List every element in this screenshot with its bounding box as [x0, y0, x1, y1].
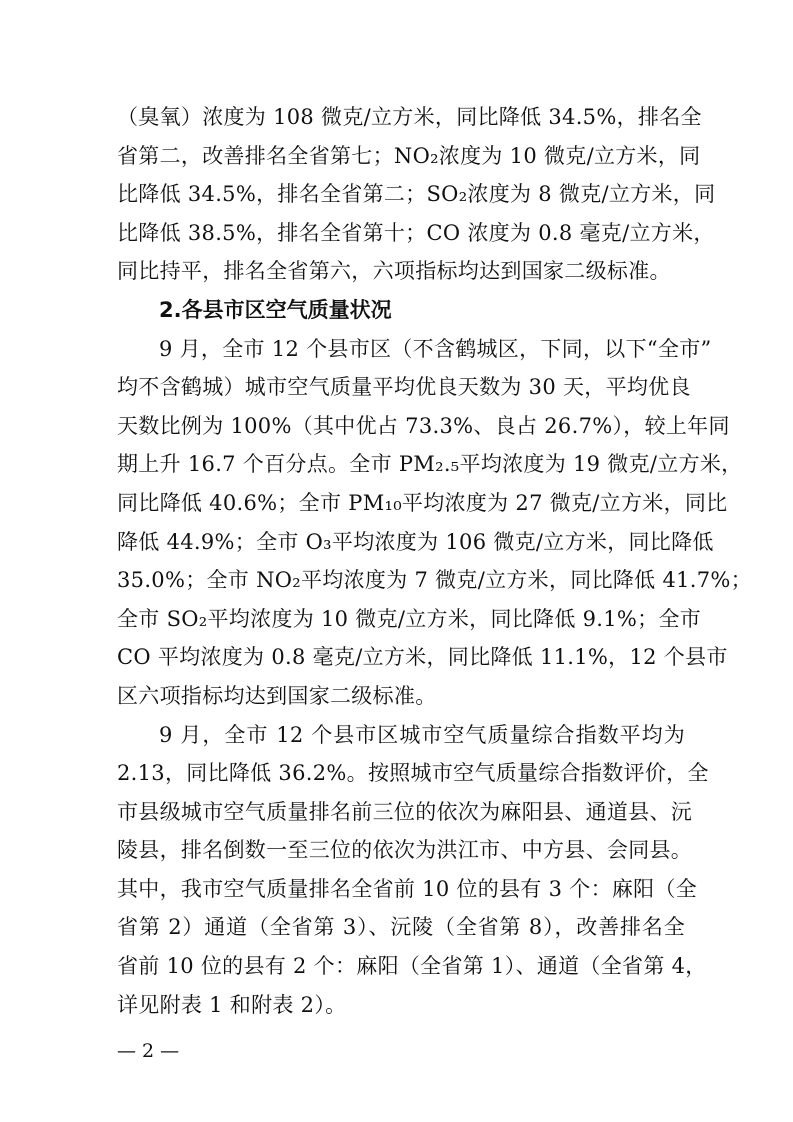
paragraph-line: 均不含鹤城）城市空气质量平均优良天数为 30 天，平均优良 — [117, 375, 691, 400]
page-number: — 2 — — [117, 1040, 180, 1062]
section-heading: 2.各县市区空气质量状况 — [159, 297, 392, 322]
paragraph-line: 2.13，同比降低 36.2%。按照城市空气质量综合指数评价，全 — [117, 761, 709, 786]
paragraph-line: 比降低 34.5%，排名全省第二；SO₂浓度为 8 微克/立方米，同 — [117, 182, 716, 207]
paragraph-line: 同比降低 40.6%；全市 PM₁₀平均浓度为 27 微克/立方米，同比 — [117, 490, 728, 515]
paragraph-composite-index — [117, 716, 709, 1025]
paragraph-line: 期上升 16.7 个百分点。全市 PM₂.₅平均浓度为 19 微克/立方米， — [117, 452, 743, 477]
paragraph-line: （臭氧）浓度为 108 微克/立方米，同比降低 34.5%，排名全 — [117, 105, 702, 129]
paragraph-line: 同比持平，排名全省第六，六项指标均达到国家二级标准。 — [117, 259, 671, 284]
paragraph-line: 9 月，全市 12 个县市区（不含鹤城区，下同，以下“全市” — [159, 336, 712, 361]
paragraph-line: 全市 SO₂平均浓度为 10 微克/立方米，同比降低 9.1%；全市 — [117, 606, 702, 631]
paragraph-air-quality-city — [117, 98, 716, 291]
paragraph-line: 天数比例为 100%（其中优占 73.3%、良占 26.7%），较上年同 — [117, 413, 730, 438]
paragraph-line: 35.0%；全市 NO₂平均浓度为 7 微克/立方米，同比降低 41.7%； — [117, 568, 752, 593]
paragraph-county-air-quality — [117, 330, 752, 716]
paragraph-line: 9 月，全市 12 个县市区城市空气质量综合指数平均为 — [159, 722, 685, 747]
paragraph-line: 详见附表 1 和附表 2）。 — [117, 992, 347, 1017]
paragraph-line: 省前 10 位的县有 2 个：麻阳（全省第 1）、通道（全省第 4， — [117, 954, 707, 979]
paragraph-line: 省第二，改善排名全省第七；NO₂浓度为 10 微克/立方米，同 — [117, 143, 701, 168]
paragraph-line: 陵县，排名倒数一至三位的依次为洪江市、中方县、会同县。 — [117, 838, 693, 863]
paragraph-line: 其中，我市空气质量排名全省前 10 位的县有 3 个：麻阳（全 — [117, 876, 698, 901]
paragraph-line: 降低 44.9%；全市 O₃平均浓度为 106 微克/立方米，同比降低 — [117, 529, 714, 554]
paragraph-line: 区六项指标均达到国家二级标准。 — [117, 683, 437, 708]
paragraph-line: 省第 2）通道（全省第 3）、沅陵（全省第 8），改善排名全 — [117, 915, 685, 940]
paragraph-line: CO 平均浓度为 0.8 毫克/立方米，同比降低 11.1%，12 个县市 — [117, 645, 728, 670]
body-text — [117, 98, 752, 1024]
paragraph-line: 比降低 38.5%，排名全省第十；CO 浓度为 0.8 毫克/立方米， — [117, 220, 715, 245]
paragraph-line: 市县级城市空气质量排名前三位的依次为麻阳县、通道县、沅 — [117, 799, 693, 824]
